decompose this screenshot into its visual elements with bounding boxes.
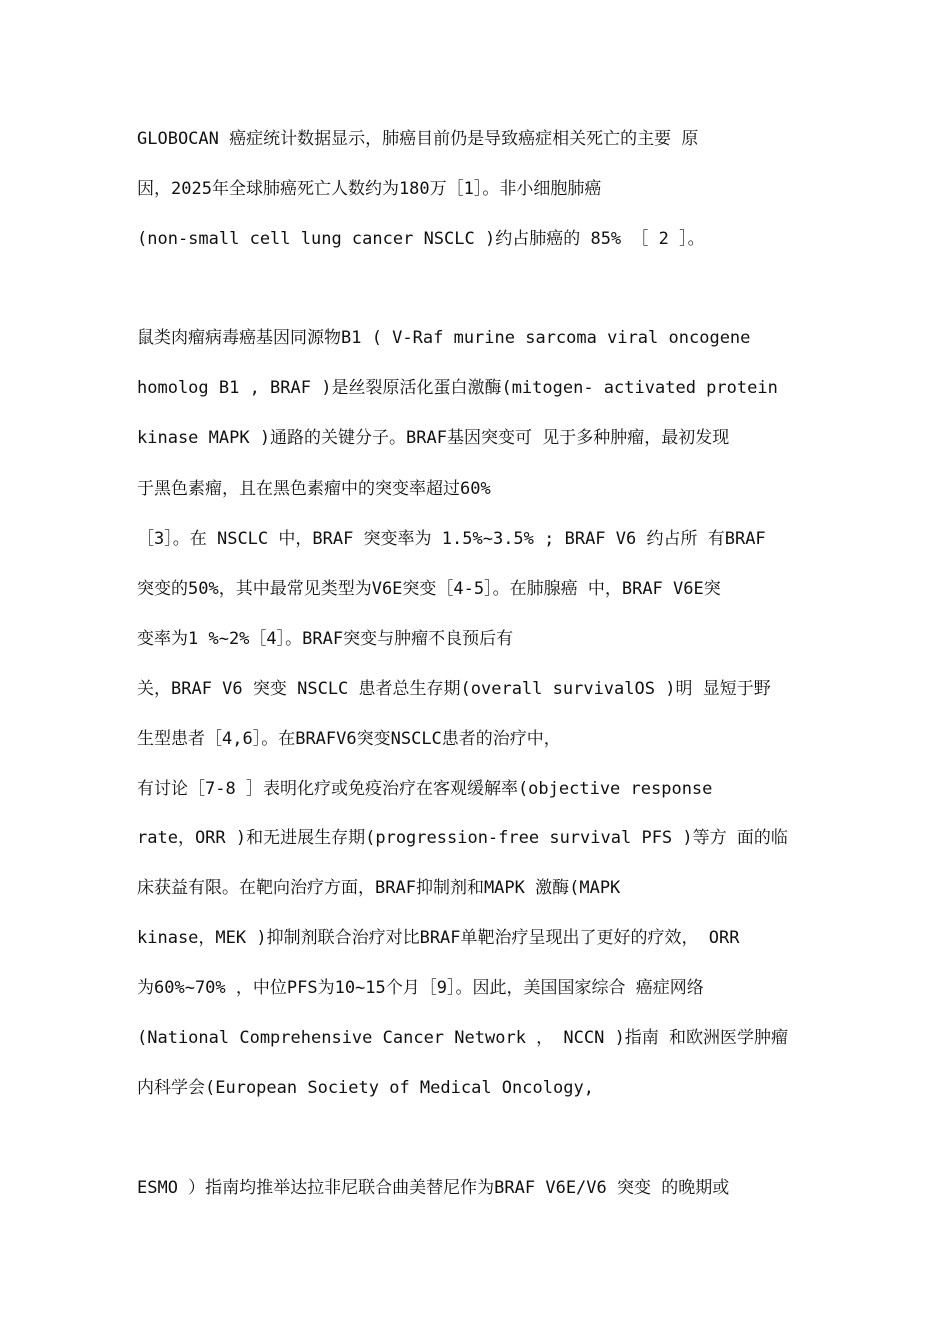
text-line: 生型患者［4,6］。在BRAFV6突变NSCLC患者的治疗中，	[137, 729, 561, 749]
text-line: (non-small cell lung cancer NSCLC )约占肺癌的 85% ［ 2 ］。	[137, 229, 705, 249]
text-line: ESMO ）指南均推举达拉非尼联合曲美替尼作为BRAF V6E/V6 突变 的晚期或	[137, 1178, 730, 1198]
text-line: 突变的50%，其中最常见类型为V6E突变［4-5］。在肺腺癌 中，BRAF V6E突	[137, 579, 721, 599]
text-line: 鼠类肉瘤病毒癌基因同源物B1 ( V-Raf murine sarcoma viral oncogene	[137, 328, 751, 348]
text-line: 床获益有限。在靶向治疗方面，BRAF抑制剂和MAPK 激酶(MAPK	[137, 878, 621, 898]
text-line: ［3］。在 NSCLC 中，BRAF 突变率为 1.5%~3.5% ; BRAF V6 约占所 有BRAF	[137, 529, 766, 549]
text-line: GLOBOCAN 癌症统计数据显示，肺癌目前仍是导致癌症相关死亡的主要 原	[137, 129, 699, 149]
text-line: kinase MAPK )通路的关键分子。BRAF基因突变可 见于多种肿瘤，最初发现	[137, 428, 730, 448]
text-line: 于黑色素瘤，且在黑色素瘤中的突变率超过60%	[137, 479, 491, 499]
text-line: rate，ORR )和无进展生存期(progression-free survival PFS )等方 面的临	[137, 828, 788, 848]
text-line: kinase，MEK )抑制剂联合治疗对比BRAF单靶治疗呈现出了更好的疗效， ORR	[137, 928, 740, 948]
text-line: (National Comprehensive Cancer Network ， NCCN )指南 和欧洲医学肿瘤	[137, 1028, 789, 1048]
text-line: homolog B1 , BRAF )是丝裂原活化蛋白激酶(mitogen- activated protein	[137, 378, 778, 398]
text-line: 因，2025年全球肺癌死亡人数约为180万［1］。非小细胞肺癌	[137, 179, 602, 199]
text-line: 关，BRAF V6 突变 NSCLC 患者总生存期(overall survivalOS )明 显短于野	[137, 679, 771, 699]
text-line: 内科学会(European Society of Medical Oncology,	[137, 1078, 594, 1098]
text-line: 变率为1 %~2%［4］。BRAF突变与肿瘤不良预后有	[137, 629, 514, 649]
text-line: 为60%~70% ，中位PFS为10~15个月［9］。因此，美国国家综合 癌症网络	[137, 978, 704, 998]
text-line: 有讨论［7-8 ］表明化疗或免疫治疗在客观缓解率(objective response	[137, 779, 713, 799]
